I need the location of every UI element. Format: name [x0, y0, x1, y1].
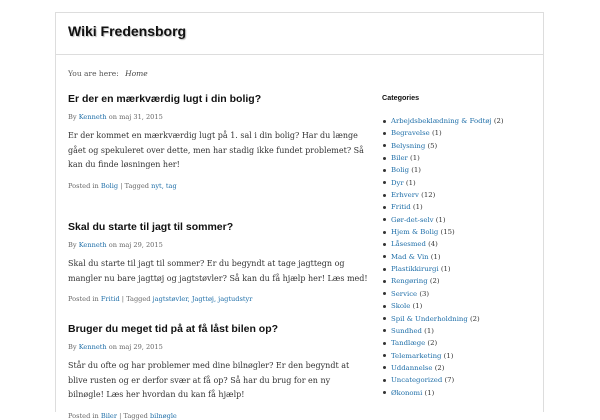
category-count: (1) — [412, 302, 423, 311]
byline-on: on — [108, 113, 117, 121]
category-link[interactable]: Biler — [391, 154, 408, 163]
post — [68, 93, 368, 190]
category-link[interactable]: Dyr — [391, 178, 404, 187]
post-meta — [68, 295, 368, 303]
category-count: (1) — [443, 351, 454, 360]
post-byline — [68, 113, 368, 121]
category-list — [382, 115, 504, 399]
category-link[interactable]: Gør-det-selv — [391, 215, 434, 224]
category-count: (1) — [412, 203, 423, 212]
breadcrumb — [68, 69, 148, 78]
category-link[interactable]: Belysning — [391, 141, 426, 150]
category-item — [382, 140, 504, 152]
category-link[interactable]: Hjem & Bolig — [391, 228, 439, 237]
category-link[interactable]: Arbejdsbeklædning & Fodtøj — [391, 117, 492, 125]
category-count: (3) — [419, 289, 430, 298]
category-item — [382, 263, 504, 275]
bullet-icon — [383, 218, 386, 221]
post — [68, 221, 368, 303]
bullet-icon — [383, 194, 386, 197]
category-count: (1) — [431, 129, 442, 138]
bullet-icon — [383, 391, 386, 394]
category-item — [382, 275, 504, 287]
post-date: maj 29, 2015 — [119, 241, 163, 249]
site-title-link[interactable]: Wiki Fredensborg — [68, 23, 187, 39]
category-count: (1) — [410, 154, 420, 163]
category-count: (1) — [424, 388, 435, 397]
bullet-icon — [383, 181, 386, 184]
category-count: (1) — [435, 215, 446, 224]
category-link[interactable]: Uddannelse — [391, 363, 433, 372]
page-frame — [55, 12, 544, 420]
author-link[interactable]: Kenneth — [78, 241, 107, 249]
post-title-link[interactable]: Skal du starte til jagt til sommer? — [68, 221, 234, 233]
bullet-icon — [383, 292, 386, 295]
category-count: (2) — [434, 363, 445, 372]
category-link[interactable]: Plastikkirurgi — [391, 265, 439, 274]
meta-separator: | — [121, 295, 125, 303]
category-count: (5) — [427, 141, 438, 150]
category-link[interactable]: Fritid — [100, 295, 120, 303]
category-item — [382, 127, 504, 139]
bullet-icon — [383, 366, 386, 369]
post-excerpt: Er der kommet en mærkværdig lugt på 1. sal i din bolig? Har du længe gået og spekuleret over dette, men har stadig ikke fundet problemet? Så kan du finde løsningen her! — [68, 131, 364, 169]
category-item — [382, 313, 504, 325]
category-item — [382, 325, 504, 337]
category-link[interactable]: Service — [391, 289, 418, 298]
categories-heading: Categories — [382, 93, 420, 102]
category-count: (1) — [430, 252, 441, 261]
bullet-icon — [383, 329, 386, 332]
bullet-icon — [383, 144, 386, 147]
post-excerpt: Skal du starte til jagt til sommer? Er du begyndt at tage jagttegn og mangler nu bare jagttøj og jagtstøvler? Så kan du få hjælp her! Læs med! — [68, 259, 368, 283]
category-link[interactable]: Biler — [100, 411, 117, 420]
post-title-link[interactable]: Bruger du meget tid på at få låst bilen op? — [68, 323, 279, 335]
bullet-icon — [383, 132, 386, 135]
category-item — [382, 387, 504, 399]
bullet-icon — [383, 255, 386, 258]
byline-on: on — [108, 343, 117, 351]
bullet-icon — [383, 379, 386, 382]
post-date: maj 29, 2015 — [119, 343, 163, 351]
category-item — [382, 189, 504, 201]
category-count: (1) — [424, 326, 434, 335]
breadcrumb-home-link[interactable]: Home — [125, 69, 148, 78]
category-count: (1) — [440, 265, 451, 274]
category-item — [382, 115, 504, 127]
bullet-icon — [383, 231, 386, 234]
byline-by: By — [68, 241, 77, 249]
bullet-icon — [383, 169, 386, 172]
bullet-icon — [383, 354, 386, 357]
category-item — [382, 201, 504, 213]
category-link[interactable]: Sundhed — [391, 326, 422, 335]
post-byline — [68, 241, 368, 249]
category-item — [382, 362, 504, 374]
tag-links[interactable]: jagtstøvler, Jagttøj, jagtudstyr — [152, 295, 253, 303]
category-item — [382, 177, 504, 189]
byline-by: By — [68, 343, 77, 351]
site-header — [56, 13, 543, 55]
category-count: (2) — [429, 277, 440, 286]
category-link[interactable]: Skole — [391, 302, 411, 311]
category-item — [382, 251, 504, 263]
category-count: (1) — [411, 166, 421, 175]
meta-separator: | — [119, 411, 122, 420]
post-byline — [68, 343, 368, 351]
tagged-label: Tagged — [124, 181, 149, 190]
bullet-icon — [383, 317, 386, 320]
category-item — [382, 337, 504, 349]
meta-separator: | — [120, 181, 123, 190]
category-count: (4) — [428, 240, 438, 249]
category-item — [382, 164, 504, 176]
category-link[interactable]: Mad & Vin — [391, 252, 429, 261]
category-count: (15) — [440, 228, 455, 237]
category-link[interactable]: Økonomi — [391, 388, 423, 397]
tagged-label: Tagged — [123, 411, 148, 420]
post-date: maj 31, 2015 — [119, 113, 163, 121]
post-meta — [68, 412, 368, 420]
category-link[interactable]: Bolig — [100, 181, 119, 190]
category-link[interactable]: Begravelse — [391, 129, 430, 138]
bullet-icon — [383, 280, 386, 283]
category-item — [382, 288, 504, 300]
category-item — [382, 350, 504, 362]
category-item — [382, 226, 504, 238]
category-link[interactable]: Bolig — [391, 166, 410, 175]
category-item — [382, 152, 504, 164]
category-item — [382, 214, 504, 226]
category-count: (12) — [421, 191, 436, 200]
category-count: (2) — [469, 314, 480, 323]
bullet-icon — [383, 157, 386, 160]
category-count: (2) — [493, 117, 504, 125]
author-link[interactable]: Kenneth — [78, 343, 107, 351]
post — [68, 323, 368, 420]
category-link[interactable]: Fritid — [391, 203, 411, 212]
category-link[interactable]: Rengøring — [391, 277, 428, 286]
tag-links[interactable]: bilnøgle — [149, 411, 177, 420]
posted-in-label: Posted in — [68, 295, 99, 303]
tagged-label: Tagged — [126, 295, 151, 303]
bullet-icon — [383, 305, 386, 308]
category-count: (7) — [444, 376, 455, 385]
tag-links[interactable]: nyt, tag — [151, 181, 177, 190]
category-link[interactable]: Tandlæge — [391, 339, 426, 348]
category-link[interactable]: Telemarketing — [391, 351, 442, 360]
bullet-icon — [383, 243, 386, 246]
category-link[interactable]: Uncategorized — [391, 376, 443, 385]
bullet-icon — [383, 342, 386, 345]
category-link[interactable]: Erhverv — [391, 191, 419, 200]
category-item — [382, 374, 504, 386]
category-link[interactable]: Låsesmed — [391, 240, 426, 249]
post-excerpt: Står du ofte og har problemer med dine bilnøgler? Er den begyndt at blive rusten og er derfor svær at få op? Så har du brug for en ny bilnøgle! Læs her hvordan du kan få hjælp! — [68, 361, 350, 399]
bullet-icon — [383, 268, 386, 271]
bullet-icon — [383, 120, 386, 123]
byline-on: on — [108, 241, 117, 249]
category-item — [382, 238, 504, 250]
posted-in-label: Posted in — [68, 181, 99, 190]
post-meta — [68, 182, 368, 190]
category-link[interactable]: Spil & Underholdning — [391, 314, 468, 323]
category-count: (2) — [427, 339, 438, 348]
category-count: (1) — [405, 178, 416, 187]
category-item — [382, 300, 504, 312]
byline-by: By — [68, 113, 77, 121]
post-title-link[interactable]: Er der en mærkværdig lugt i din bolig? — [68, 93, 262, 105]
bullet-icon — [383, 206, 386, 209]
posted-in-label: Posted in — [68, 411, 99, 420]
author-link[interactable]: Kenneth — [78, 113, 107, 121]
breadcrumb-prefix: You are here: — [68, 69, 119, 78]
sidebar — [382, 93, 542, 397]
